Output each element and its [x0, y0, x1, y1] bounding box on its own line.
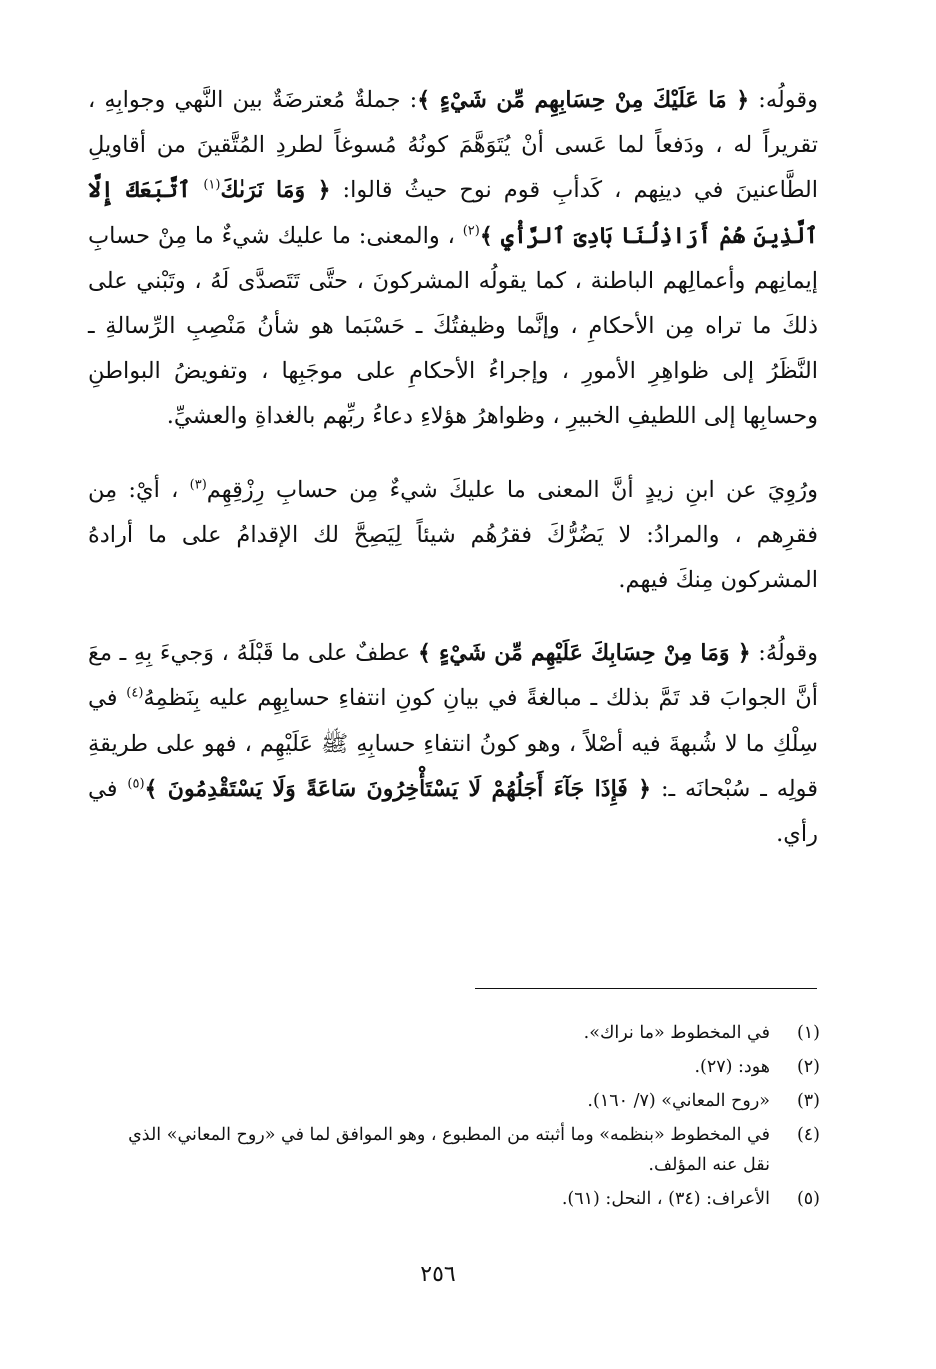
footnote-text: «روح المعاني» (٧/ ١٦٠).: [587, 1091, 770, 1111]
footnote-item: [120, 1018, 820, 1048]
footnote-item: [120, 1184, 820, 1214]
footnote-number: (٢): [796, 1057, 820, 1077]
footnote-ref[interactable]: (١): [203, 177, 221, 193]
quran-quote: ﴿ فَإِذَا جَآءَ أَجَلُهُمْ لَا يَسْتَأْخِرُونَ سَاعَةً وَلَا يَسْتَقْدِمُونَ ﴾: [144, 775, 652, 802]
paragraph-1-text: : جملةٌ مُعترضَةٌ بين النَّهي وجوابِهِ ، تقريراً له ، ودَفعاً لما عَسى أنْ يُتَوَهَّمَ كونُهُ مُسوغاً لطردِ المُتَّقينَ من أقاويلِ الطَّاعنينَ في دينِهم ، كَدأبِ قوم نوح حيثُ قالوا:: [88, 87, 819, 204]
footnote-number: (٤): [796, 1125, 820, 1145]
footnote-ref[interactable]: (٣): [189, 477, 207, 493]
paragraph-1-text: ، والمعنى: ما عليك شيءٌ ما مِنْ حسابِ إيمانِهم وأعمالِهم الباطنة ، كما يقولُه المشركونَ ، حتَّى تَتَصدَّى لَهُ ، وتَبْني على ذلكَ ما تراه مِن الأحكامِ ، وإنَّما وظيفتُكَ ـ حَسْبَما هو شأنُ مَنْصِبِ الرِّسالةِ ـ النَّظَرُ إلى ظواهِرِ الأمورِ ، وإجراءُ الأحكامِ على موجَبِها ، وتفويضُ البواطنِ وحسابِها إلى اللطيفِ الخبيرِ ، وظواهرُ هؤلاءِ دعاءُ ربِّهم بالغداةِ والعشيِّ.: [88, 222, 818, 430]
footnote-text: هود: (٢٧).: [694, 1057, 770, 1077]
footnote-ref[interactable]: (٤): [126, 685, 144, 701]
paragraph-3-text: في رأي.: [88, 775, 818, 848]
footnotes: [120, 1018, 820, 1218]
footnote-number: (٥): [796, 1189, 820, 1209]
quran-quote: ﴿ وَمَا نَرَىٰكَ: [220, 177, 331, 204]
page-number: ٢٥٦: [420, 1262, 456, 1287]
footnote-text: في المخطوط «بنظمه» وما أثبته من المطبوع ، وهو الموافق لما في «روح المعاني» الذي نقل عنه المؤلف.: [128, 1125, 770, 1175]
quran-quote: ﴿ وَمَا مِنْ حِسَابِكَ عَلَيْهِم مِّن شَيْءٍ ﴾: [417, 640, 751, 667]
paragraph-3-text: في سِلْكِ ما لا شُبهةَ فيه أصْلاً ، وهو كونُ انتفاءِ حسابِهِ ﷺ عَلَيْهِم ، فهو على طريقةِ قولِه ـ سُبْحانَه ـ:: [88, 685, 818, 802]
footnote-number: (١): [796, 1023, 820, 1043]
quran-quote: ﴿ مَا عَلَيْكَ مِنْ حِسَابِهِم مِّن شَيْءٍ ﴾: [417, 87, 750, 113]
footnote-item: [120, 1052, 820, 1082]
footnote-item: [120, 1086, 820, 1116]
paragraph-2: [88, 468, 818, 604]
paragraph-3-lead: وقولُهُ:: [750, 640, 818, 667]
paragraph-2-text: ، أيْ: مِن فقرِهم ، والمرادُ: لا يَضُرُّكَ فقرُهُم شيئاً لِيَصِحَّ لك الإقدامُ على ما أرادهُ المشركون مِنكَ فيهم.: [88, 476, 818, 594]
main-text: [88, 78, 818, 857]
paragraph-1-lead: وقولُه:: [749, 87, 818, 113]
footnote-separator: [475, 988, 817, 989]
footnote-text: في المخطوط «ما نراك».: [583, 1023, 770, 1043]
paragraph-3-text: عطفٌ على ما قَبْلَهُ ، وَجيءَ بِهِ ـ معَ أنَّ الجوابَ قد تَمَّ بذلك ـ مبالغةً في بيانِ كونِ انتفاءِ حسابِهِم عليه بِنَظمِهُ: [88, 640, 818, 712]
footnote-text: الأعراف: (٣٤) ، النحل: (٦١).: [561, 1189, 770, 1209]
footnote-number: (٣): [796, 1091, 820, 1111]
footnote-ref[interactable]: (٢): [462, 223, 480, 239]
paragraph-3: [88, 631, 818, 857]
footnote-item: [120, 1120, 820, 1180]
paragraph-1: [88, 78, 818, 440]
paragraph-2-text: ورُوِيَ عن ابنِ زيدٍ أنَّ المعنى ما عليكَ شيءٌ مِن حسابِ رِزْقِهِم: [206, 476, 818, 503]
footnote-ref[interactable]: (٥): [127, 776, 145, 792]
quran-quote: ٱتَّبَعَكَ إِلَّا ٱلَّذِينَ هُمْ أَرَاذِلُنَا بَادِىَ ٱلرَّأْيِ ﴾: [88, 177, 818, 249]
